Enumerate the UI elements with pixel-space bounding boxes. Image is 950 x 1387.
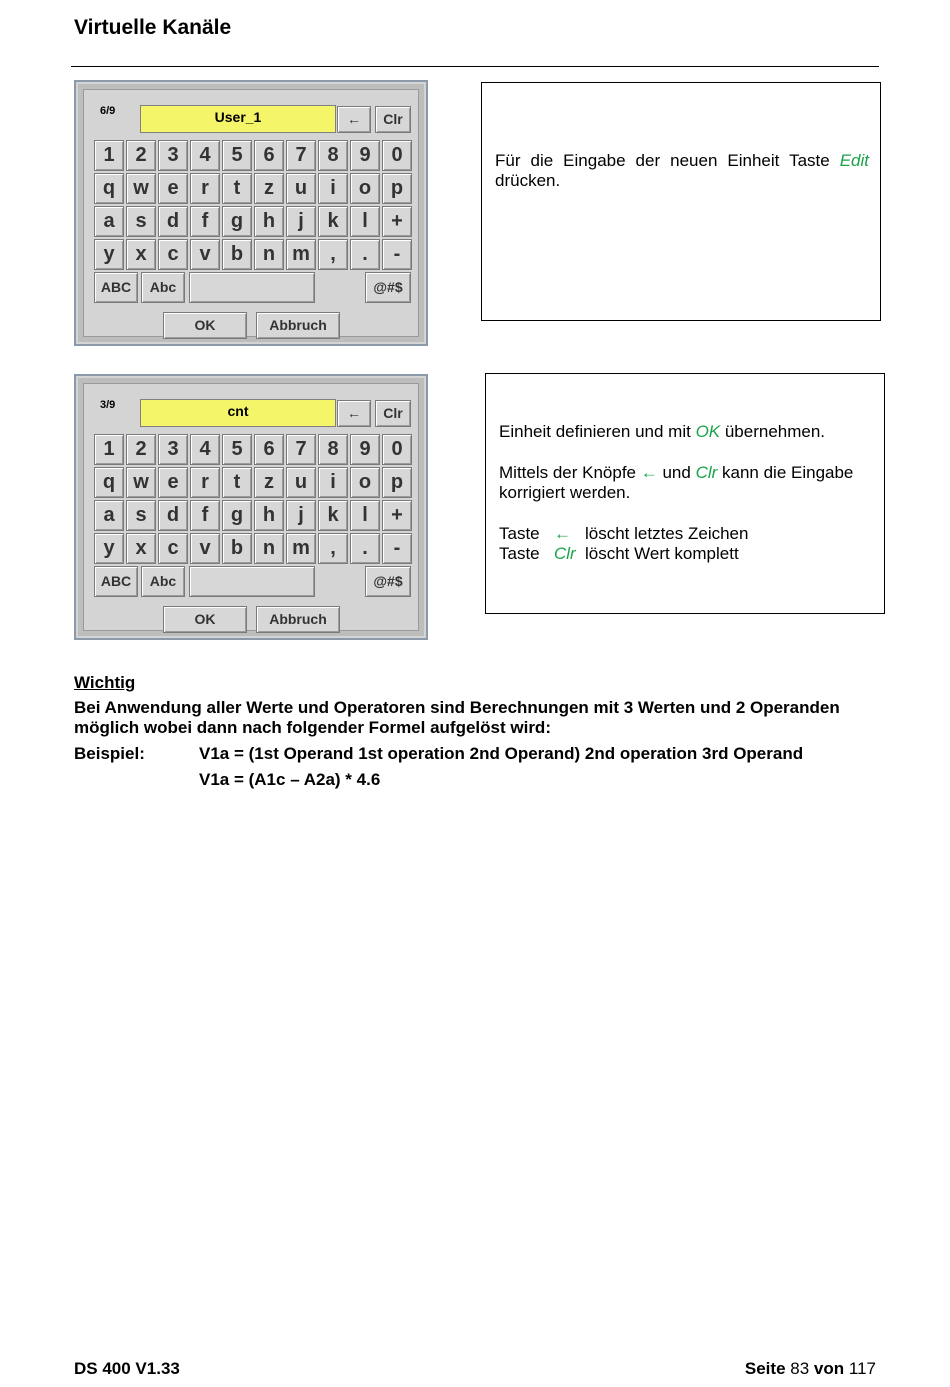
key-d[interactable]: d (158, 500, 188, 531)
ok-button[interactable]: OK (163, 606, 247, 633)
key-c[interactable]: c (158, 533, 188, 564)
key-n[interactable]: n (254, 533, 284, 564)
key-1[interactable]: 1 (94, 140, 124, 171)
key-b[interactable]: b (222, 533, 252, 564)
key--[interactable]: - (382, 533, 412, 564)
key-q[interactable]: q (94, 173, 124, 204)
key-c[interactable]: c (158, 239, 188, 270)
backspace-key[interactable]: ← (337, 106, 371, 133)
key-d[interactable]: d (158, 206, 188, 237)
key-2[interactable]: 2 (126, 140, 156, 171)
key-k[interactable]: k (318, 500, 348, 531)
key-t[interactable]: t (222, 467, 252, 498)
key-z[interactable]: z (254, 173, 284, 204)
key-h[interactable]: h (254, 500, 284, 531)
key-t[interactable]: t (222, 173, 252, 204)
mixed-case-key[interactable]: Abc (141, 566, 185, 597)
key-e[interactable]: e (158, 173, 188, 204)
key-0[interactable]: 0 (382, 140, 412, 171)
key-j[interactable]: j (286, 500, 316, 531)
backspace-key[interactable]: ← (337, 400, 371, 427)
key-p[interactable]: p (382, 173, 412, 204)
key-3[interactable]: 3 (158, 434, 188, 465)
example-label: Beispiel: (74, 744, 145, 763)
keyboard-panel (83, 383, 419, 631)
info-box-edit (481, 82, 881, 321)
key-g[interactable]: g (222, 206, 252, 237)
key-5[interactable]: 5 (222, 434, 252, 465)
ok-button[interactable]: OK (163, 312, 247, 339)
footer-document-version: DS 400 V1.33 (74, 1359, 180, 1378)
note-heading: Wichtig (74, 673, 136, 692)
key-3[interactable]: 3 (158, 140, 188, 171)
footer-page-number: Seite 83 von 117 (744, 1359, 876, 1378)
key-e[interactable]: e (158, 467, 188, 498)
key-8[interactable]: 8 (318, 140, 348, 171)
key-g[interactable]: g (222, 500, 252, 531)
key-9[interactable]: 9 (350, 140, 380, 171)
key-m[interactable]: m (286, 239, 316, 270)
key-l[interactable]: l (350, 206, 380, 237)
text-input-field[interactable]: cnt (140, 399, 336, 427)
key-j[interactable]: j (286, 206, 316, 237)
clear-key[interactable]: Clr (375, 400, 411, 427)
key-2[interactable]: 2 (126, 434, 156, 465)
key-y[interactable]: y (94, 239, 124, 270)
text-input-field[interactable]: User_1 (140, 105, 336, 133)
symbols-key[interactable]: @#$ (365, 272, 411, 303)
key-n[interactable]: n (254, 239, 284, 270)
key-y[interactable]: y (94, 533, 124, 564)
key-a[interactable]: a (94, 500, 124, 531)
key-r[interactable]: r (190, 467, 220, 498)
key-w[interactable]: w (126, 173, 156, 204)
key-w[interactable]: w (126, 467, 156, 498)
key-h[interactable]: h (254, 206, 284, 237)
title-divider (71, 66, 879, 67)
space-key[interactable] (189, 566, 315, 597)
key-.[interactable]: . (350, 239, 380, 270)
example-formula-general: V1a = (1st Operand 1st operation 2nd Operand) 2nd operation 3rd Operand (199, 744, 804, 763)
mixed-case-key[interactable]: Abc (141, 272, 185, 303)
key-m[interactable]: m (286, 533, 316, 564)
key-f[interactable]: f (190, 206, 220, 237)
key-7[interactable]: 7 (286, 434, 316, 465)
cancel-button[interactable]: Abbruch (256, 606, 340, 633)
key-o[interactable]: o (350, 467, 380, 498)
ok-key-label: OK (695, 422, 721, 441)
key-,[interactable]: , (318, 239, 348, 270)
key-8[interactable]: 8 (318, 434, 348, 465)
key-s[interactable]: s (126, 500, 156, 531)
key-,[interactable]: , (318, 533, 348, 564)
keyboard-screenshot-2 (74, 374, 428, 640)
page-title: Virtuelle Kanäle (74, 16, 232, 39)
key-i[interactable]: i (318, 467, 348, 498)
key-l[interactable]: l (350, 500, 380, 531)
key-b[interactable]: b (222, 239, 252, 270)
key-+[interactable]: + (382, 500, 412, 531)
key-k[interactable]: k (318, 206, 348, 237)
key-6[interactable]: 6 (254, 140, 284, 171)
info-box-define-unit: Einheit definieren und mit OK übernehmen. Mittels der Knöpfe ← und Clr kann die Eingabe korrigiert werden. Taste ← löscht letztes Zeichen Taste Clr löscht Wert komplett (485, 373, 885, 614)
uppercase-key[interactable]: ABC (94, 272, 138, 303)
key-i[interactable]: i (318, 173, 348, 204)
key-r[interactable]: r (190, 173, 220, 204)
clr-key-label: Clr (695, 463, 718, 482)
key-f[interactable]: f (190, 500, 220, 531)
key-5[interactable]: 5 (222, 140, 252, 171)
key-o[interactable]: o (350, 173, 380, 204)
backspace-arrow-icon: ← (554, 524, 571, 543)
note-body: Bei Anwendung aller Werte und Operatoren sind Berechnungen mit 3 Werten und 2 Operanden möglich wobei dann nach folgender Formel aufgelöst wird: (74, 698, 840, 737)
key--[interactable]: - (382, 239, 412, 270)
key-1[interactable]: 1 (94, 434, 124, 465)
key-7[interactable]: 7 (286, 140, 316, 171)
keyboard-panel (83, 89, 419, 337)
box1-text-after: drücken. (495, 171, 561, 190)
keyboard-screenshot-1 (74, 80, 428, 346)
key-s[interactable]: s (126, 206, 156, 237)
key-0[interactable]: 0 (382, 434, 412, 465)
uppercase-key[interactable]: ABC (94, 566, 138, 597)
edit-key-label: Edit (839, 151, 869, 170)
key-z[interactable]: z (254, 467, 284, 498)
key-+[interactable]: + (382, 206, 412, 237)
example-formula-specific: V1a = (A1c – A2a) * 4.6 (199, 770, 381, 789)
cancel-button[interactable]: Abbruch (256, 312, 340, 339)
clr-key-label: Clr (554, 544, 576, 563)
key-x[interactable]: x (126, 239, 156, 270)
key-v[interactable]: v (190, 533, 220, 564)
key-.[interactable]: . (350, 533, 380, 564)
key-a[interactable]: a (94, 206, 124, 237)
key-x[interactable]: x (126, 533, 156, 564)
box2-line2: Mittels der Knöpfe (499, 463, 641, 482)
key-6[interactable]: 6 (254, 434, 284, 465)
clear-key[interactable]: Clr (375, 106, 411, 133)
key-u[interactable]: u (286, 467, 316, 498)
backspace-arrow-icon: ← (640, 463, 658, 482)
box2-line4: Taste Clr löscht Wert komplett (499, 544, 739, 563)
space-key[interactable] (189, 272, 315, 303)
key-q[interactable]: q (94, 467, 124, 498)
box1-text: Für die Eingabe der neuen Einheit Taste (495, 151, 840, 170)
field-counter: 3/9 (100, 399, 116, 411)
box2-line1: Einheit definieren und mit (499, 422, 696, 441)
symbols-key[interactable]: @#$ (365, 566, 411, 597)
key-9[interactable]: 9 (350, 434, 380, 465)
key-v[interactable]: v (190, 239, 220, 270)
key-4[interactable]: 4 (190, 140, 220, 171)
field-counter: 6/9 (100, 105, 116, 117)
box2-line3: Taste ← löscht letztes Zeichen (499, 524, 749, 543)
key-4[interactable]: 4 (190, 434, 220, 465)
key-p[interactable]: p (382, 467, 412, 498)
key-u[interactable]: u (286, 173, 316, 204)
